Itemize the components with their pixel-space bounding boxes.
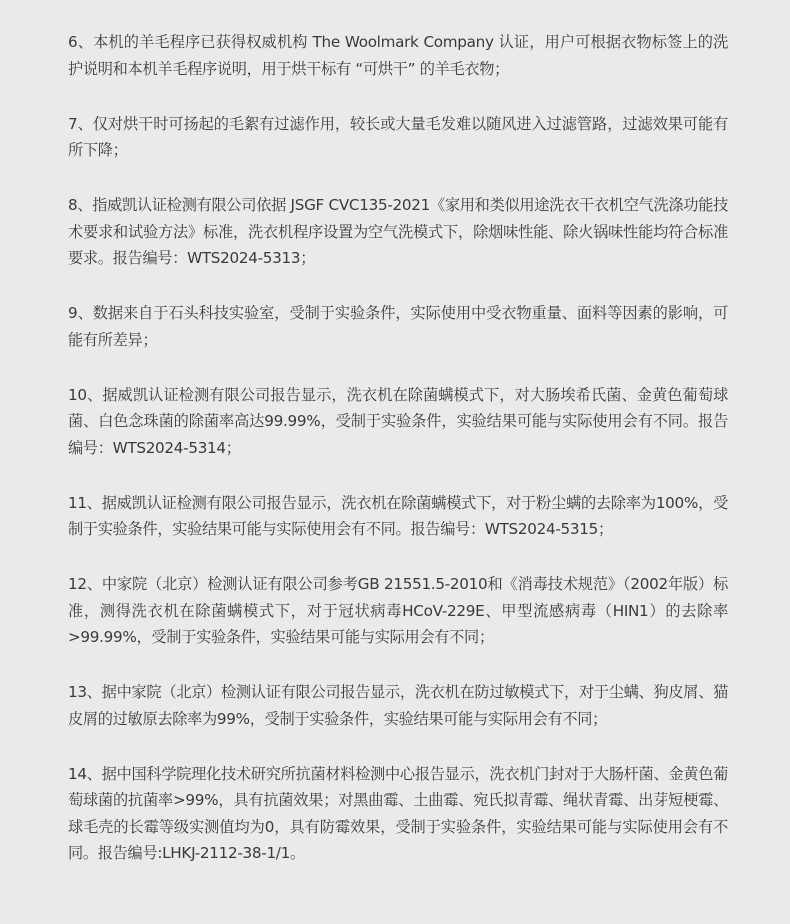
footnote-11: 11、据威凯认证检测有限公司报告显示，洗衣机在除菌螨模式下，对于粉尘螨的去除率为100%，受制于实验条件，实验结果可能与实际使用会有不同。报告编号：WTS2024-5315； (68, 493, 728, 538)
footnote-14: 14、据中国科学院理化技术研究所抗菌材料检测中心报告显示，洗衣机门封对于大肠杆菌、金黄色葡萄球菌的抗菌率>99%，具有抗菌效果；对黑曲霉、土曲霉、宛氏拟青霉、绳状青霉、出芽短梗霉、球毛壳的长霉等级实测值均为0，具有防霉效果，受制于实验条件，实验结果可能与实际使用会有不同。报告编号:LHKJ-2112-38-1/1。 (68, 764, 728, 862)
footnote-9: 9、数据来自于石头科技实验室，受制于实验条件，实际使用中受衣物重量、面料等因素的影响，可能有所差异； (68, 304, 728, 349)
footnote-12: 12、中家院（北京）检测认证有限公司参考GB 21551.5-2010和《消毒技术规范》（2002年版）标准，测得洗衣机在除菌螨模式下，对于冠状病毒HCoV-229E、甲型流感病毒（HIN1）的去除率>99.99%，受制于实验条件，实验结果可能与实际用会有不同； (68, 575, 728, 646)
footnote-13: 13、据中家院（北京）检测认证有限公司报告显示，洗衣机在防过敏模式下，对于尘螨、狗皮屑、猫皮屑的过敏原去除率为99%，受制于实验条件，实验结果可能与实际用会有不同； (68, 683, 728, 728)
footnote-8: 8、指威凯认证检测有限公司依据 JSGF CVC135-2021《家用和类似用途洗衣干衣机空气洗涤功能技术要求和试验方法》标准，洗衣机程序设置为空气洗模式下，除烟味性能、除火锅味性能均符合标准要求。报告编号：WTS2024-5313； (68, 196, 728, 267)
footnote-6: 6、本机的羊毛程序已获得权威机构 The Woolmark Company 认证，用户可根据衣物标签上的洗护说明和本机羊毛程序说明，用于烘干标有 “可烘干” 的羊毛衣物； (68, 33, 728, 78)
footnote-10: 10、据威凯认证检测有限公司报告显示，洗衣机在除菌螨模式下，对大肠埃希氏菌、金黄色葡萄球菌、白色念珠菌的除菌率高达99.99%，受制于实验条件，实验结果可能与实际使用会有不同。报告编号：WTS2024-5314； (68, 385, 728, 457)
footnote-7: 7、仅对烘干时可扬起的毛絮有过滤作用，较长或大量毛发难以随风进入过滤管路，过滤效果可能有所下降； (68, 114, 728, 159)
